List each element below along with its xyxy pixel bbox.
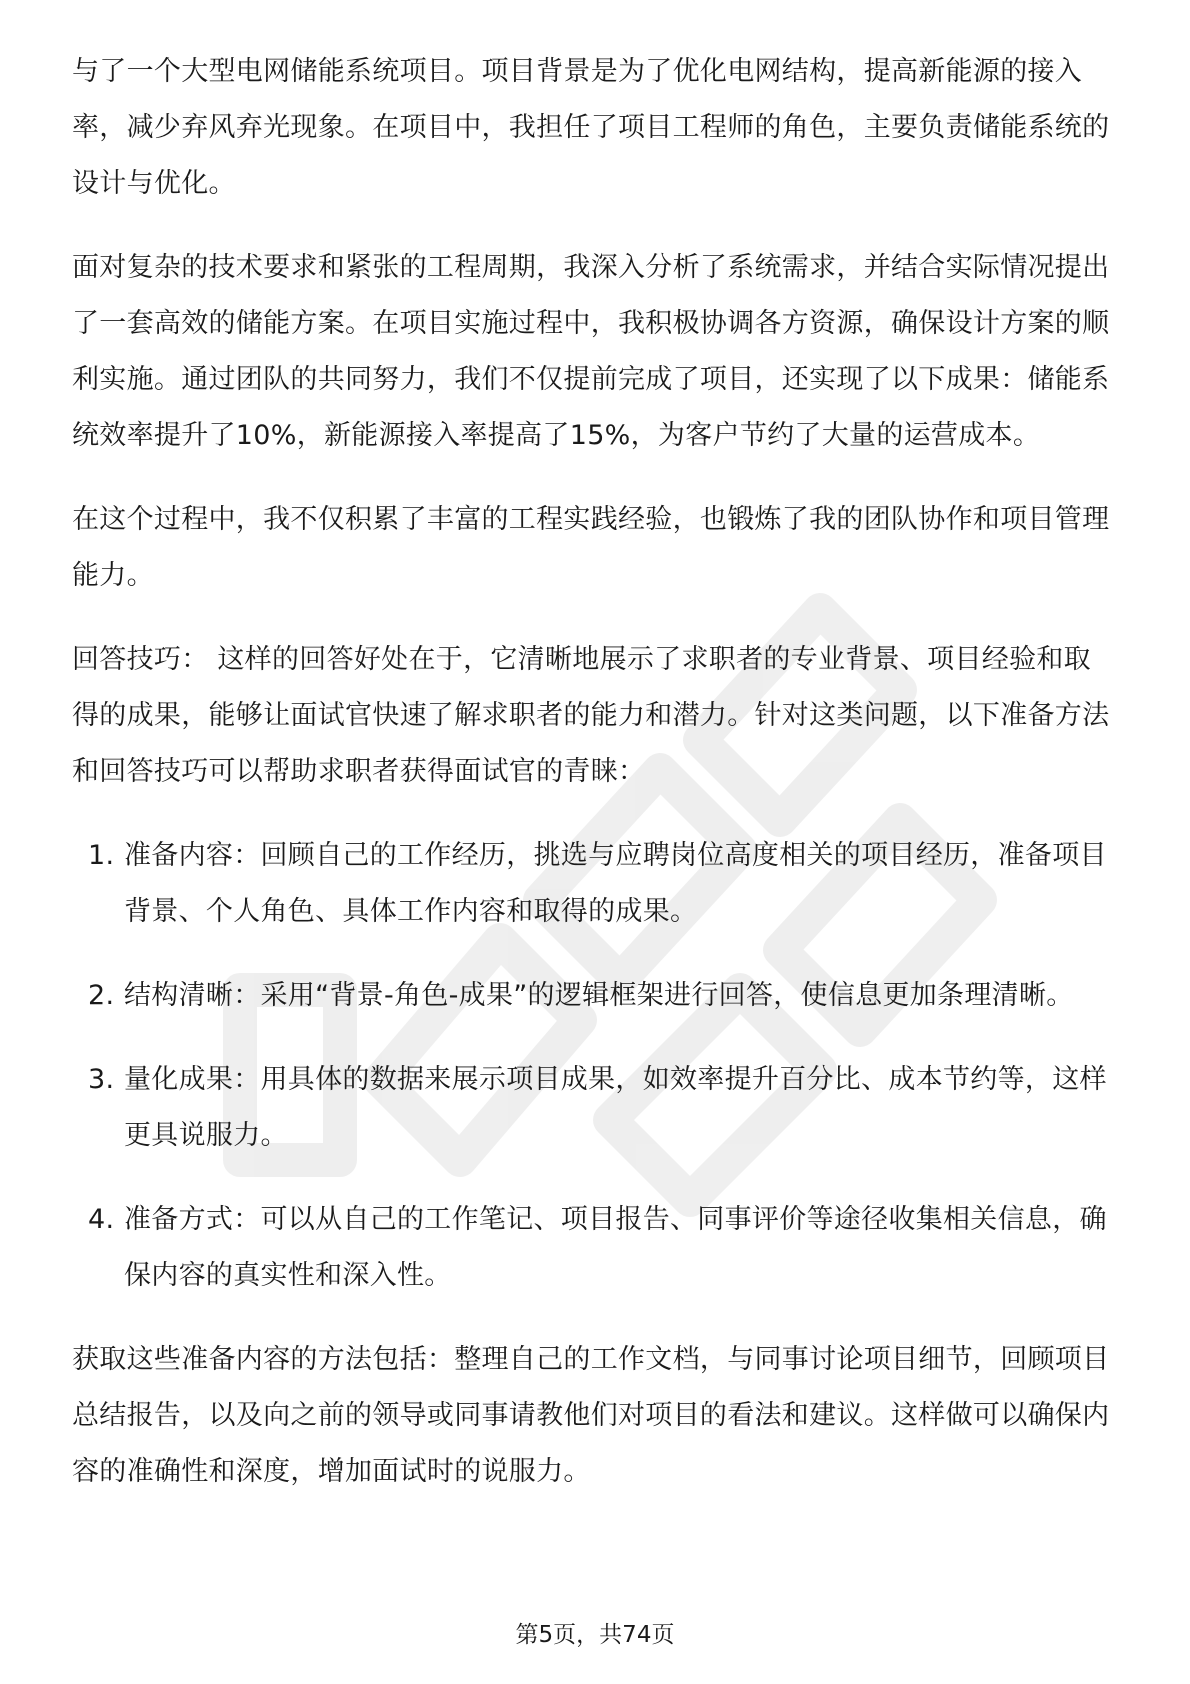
list-item — [72, 968, 1118, 1024]
paragraph-experience-gained: 在这个过程中，我不仅积累了丰富的工程实践经验，也锻炼了我的团队协作和项目管理能力。 — [72, 504, 1110, 591]
list-item — [72, 828, 1118, 940]
paragraph-gap — [72, 464, 1118, 492]
list-item — [72, 1192, 1118, 1304]
paragraph-answer-tips: 回答技巧： 这样的回答好处在于，它清晰地展示了求职者的专业背景、项目经验和取得的成果，能够让面试官快速了解求职者的能力和潜力。针对这类问题，以下准备方法和回答技巧可以帮助求职者获得面试官的青睐： — [72, 644, 1110, 787]
paragraph-gap — [72, 604, 1118, 632]
paragraph-gap — [72, 800, 1118, 828]
list-item-text: 准备内容：回顾自己的工作经历，挑选与应聘岗位高度相关的项目经历，准备项目背景、个人角色、具体工作内容和取得的成果。 — [124, 840, 1107, 927]
document-body — [72, 44, 1118, 1500]
tips-list — [72, 828, 1118, 1304]
list-item-number: 3. — [88, 1064, 115, 1095]
list-item-number: 4. — [88, 1204, 115, 1235]
paragraph-preparation-methods: 获取这些准备内容的方法包括：整理自己的工作文档，与同事讨论项目细节，回顾项目总结报告，以及向之前的领导或同事请教他们对项目的看法和建议。这样做可以确保内容的准确性和深度，增加面试时的说服力。 — [72, 1344, 1110, 1487]
list-item-text: 结构清晰：采用“背景-角色-成果”的逻辑框架进行回答，使信息更加条理清晰。 — [124, 980, 1074, 1011]
paragraph-project-background: 与了一个大型电网储能系统项目。项目背景是为了优化电网结构，提高新能源的接入率，减少弃风弃光现象。在项目中，我担任了项目工程师的角色，主要负责储能系统的设计与优化。 — [72, 56, 1110, 199]
paragraph-project-achievements: 面对复杂的技术要求和紧张的工程周期，我深入分析了系统需求，并结合实际情况提出了一套高效的储能方案。在项目实施过程中，我积极协调各方资源，确保设计方案的顺利实施。通过团队的共同努力，我们不仅提前完成了项目，还实现了以下成果：储能系统效率提升了10%，新能源接入率提高了15%，为客户节约了大量的运营成本。 — [72, 252, 1110, 451]
list-item-text: 准备方式：可以从自己的工作笔记、项目报告、同事评价等途径收集相关信息，确保内容的真实性和深入性。 — [124, 1204, 1107, 1291]
list-item-text: 量化成果：用具体的数据来展示项目成果，如效率提升百分比、成本节约等，这样更具说服力。 — [124, 1064, 1107, 1151]
paragraph-gap — [72, 212, 1118, 240]
list-item — [72, 1052, 1118, 1164]
paragraph-gap — [72, 1304, 1118, 1332]
page-number-footer: 第5页，共74页 — [515, 1622, 675, 1648]
list-item-number: 1. — [88, 840, 115, 871]
list-item-number: 2. — [88, 980, 115, 1011]
